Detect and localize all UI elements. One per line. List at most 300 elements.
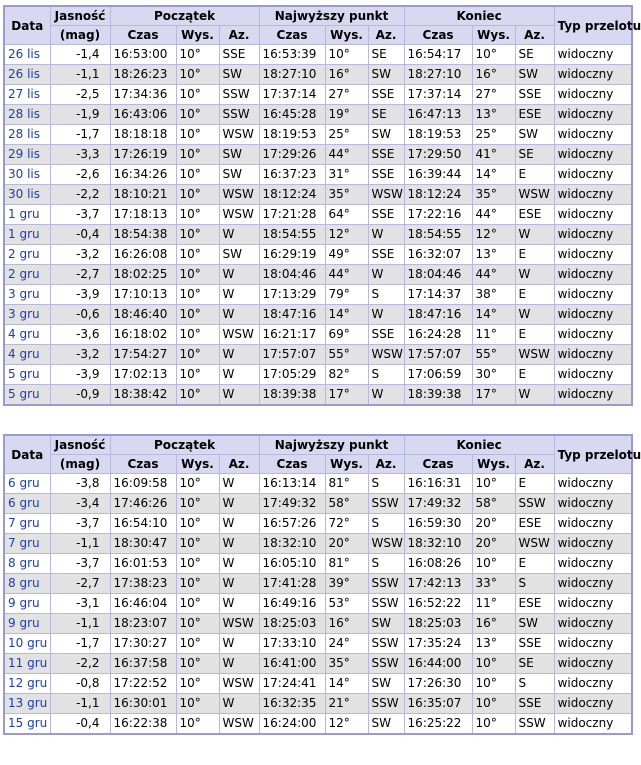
cell-start-time: 18:23:07 (110, 614, 176, 634)
cell-end-alt: 10° (472, 694, 515, 714)
date-link[interactable]: 30 lis (8, 187, 41, 201)
cell-highest-az: SE (368, 105, 404, 125)
cell-brightness: -1,4 (50, 45, 110, 65)
date-link[interactable]: 12 gru (8, 676, 48, 690)
cell-end-az: E (515, 245, 554, 265)
cell-end-az: SE (515, 145, 554, 165)
cell-highest-az: SSE (368, 245, 404, 265)
passes-table-1 (3, 5, 641, 406)
cell-end-time: 18:19:53 (404, 125, 472, 145)
table-row (4, 285, 632, 305)
cell-start-time: 18:18:18 (110, 125, 176, 145)
cell-brightness: -1,9 (50, 105, 110, 125)
header-brightness: Jasność (50, 435, 110, 455)
cell-highest-time: 18:47:16 (259, 305, 325, 325)
cell-type: widoczny (554, 245, 632, 265)
date-link[interactable]: 28 lis (8, 107, 41, 121)
cell-highest-alt: 31° (325, 165, 368, 185)
cell-end-time: 17:06:59 (404, 365, 472, 385)
cell-brightness: -0,8 (50, 674, 110, 694)
cell-end-time: 16:44:00 (404, 654, 472, 674)
cell-type: widoczny (554, 534, 632, 554)
cell-brightness: -3,8 (50, 474, 110, 494)
cell-highest-time: 17:37:14 (259, 85, 325, 105)
cell-date (4, 345, 50, 365)
cell-highest-alt: 12° (325, 225, 368, 245)
table-row (4, 534, 632, 554)
cell-end-az: WSW (515, 345, 554, 365)
cell-start-alt: 10° (176, 85, 219, 105)
cell-type: widoczny (554, 674, 632, 694)
cell-highest-time: 18:04:46 (259, 265, 325, 285)
cell-highest-alt: 39° (325, 574, 368, 594)
cell-end-alt: 41° (472, 145, 515, 165)
cell-date (4, 265, 50, 285)
cell-start-time: 16:46:04 (110, 594, 176, 614)
cell-highest-time: 18:32:10 (259, 534, 325, 554)
cell-end-time: 16:25:22 (404, 714, 472, 735)
cell-highest-az: S (368, 285, 404, 305)
date-link[interactable]: 7 gru (8, 516, 40, 530)
table-row (4, 474, 632, 494)
cell-type: widoczny (554, 385, 632, 406)
cell-start-az: W (219, 594, 259, 614)
cell-highest-alt: 55° (325, 345, 368, 365)
cell-start-az: WSW (219, 325, 259, 345)
cell-end-alt: 33° (472, 574, 515, 594)
cell-start-alt: 10° (176, 654, 219, 674)
cell-brightness: -1,7 (50, 634, 110, 654)
cell-type: widoczny (554, 45, 632, 65)
cell-brightness: -3,7 (50, 514, 110, 534)
cell-end-az: W (515, 265, 554, 285)
cell-brightness: -0,4 (50, 714, 110, 735)
cell-date (4, 125, 50, 145)
date-link[interactable]: 5 gru (8, 387, 40, 401)
cell-end-az: E (515, 554, 554, 574)
cell-end-az: SE (515, 45, 554, 65)
cell-start-time: 16:09:58 (110, 474, 176, 494)
cell-start-alt: 10° (176, 385, 219, 406)
cell-date (4, 385, 50, 406)
cell-brightness: -1,1 (50, 694, 110, 714)
header-end-time: Czas (404, 455, 472, 474)
table-row (4, 145, 632, 165)
cell-date (4, 494, 50, 514)
cell-start-alt: 10° (176, 285, 219, 305)
cell-date (4, 65, 50, 85)
cell-end-alt: 14° (472, 305, 515, 325)
cell-date (4, 574, 50, 594)
header-highest-alt: Wys. (325, 455, 368, 474)
cell-start-time: 17:18:13 (110, 205, 176, 225)
cell-start-alt: 10° (176, 165, 219, 185)
date-link[interactable]: 9 gru (8, 596, 40, 610)
cell-highest-time: 17:57:07 (259, 345, 325, 365)
cell-highest-time: 16:13:14 (259, 474, 325, 494)
cell-end-alt: 11° (472, 325, 515, 345)
cell-date (4, 514, 50, 534)
header-date: Data (4, 435, 50, 474)
cell-date (4, 165, 50, 185)
cell-date (4, 205, 50, 225)
cell-end-alt: 10° (472, 474, 515, 494)
cell-start-alt: 10° (176, 185, 219, 205)
date-link[interactable]: 3 gru (8, 287, 40, 301)
cell-end-time: 17:42:13 (404, 574, 472, 594)
cell-highest-alt: 82° (325, 365, 368, 385)
header-end-az: Az. (515, 26, 554, 45)
header-highest-time: Czas (259, 26, 325, 45)
cell-highest-time: 18:39:38 (259, 385, 325, 406)
cell-end-az: W (515, 305, 554, 325)
cell-highest-time: 17:05:29 (259, 365, 325, 385)
cell-start-az: W (219, 514, 259, 534)
cell-highest-az: W (368, 305, 404, 325)
cell-start-time: 16:53:00 (110, 45, 176, 65)
cell-start-time: 17:30:27 (110, 634, 176, 654)
header-type: Typ przelotu (554, 435, 632, 474)
date-link[interactable]: 4 gru (8, 327, 40, 341)
table-row (4, 325, 632, 345)
cell-end-time: 18:47:16 (404, 305, 472, 325)
cell-start-alt: 10° (176, 125, 219, 145)
cell-brightness: -3,2 (50, 345, 110, 365)
cell-end-alt: 12° (472, 225, 515, 245)
cell-end-az: E (515, 285, 554, 305)
date-link[interactable]: 11 gru (8, 656, 48, 670)
cell-brightness: -1,1 (50, 614, 110, 634)
header-start: Początek (110, 435, 259, 455)
cell-end-alt: 30° (472, 365, 515, 385)
date-link[interactable]: 2 gru (8, 247, 40, 261)
cell-highest-time: 16:29:19 (259, 245, 325, 265)
cell-end-time: 17:35:24 (404, 634, 472, 654)
cell-start-alt: 10° (176, 534, 219, 554)
date-link[interactable]: 1 gru (8, 227, 40, 241)
cell-start-time: 18:38:42 (110, 385, 176, 406)
cell-highest-time: 17:24:41 (259, 674, 325, 694)
cell-start-az: SW (219, 165, 259, 185)
header-highest: Najwyższy punkt (259, 435, 404, 455)
cell-highest-az: WSW (368, 534, 404, 554)
cell-end-az: S (515, 674, 554, 694)
header-start-alt: Wys. (176, 455, 219, 474)
cell-highest-alt: 14° (325, 305, 368, 325)
cell-brightness: -0,6 (50, 305, 110, 325)
cell-end-alt: 44° (472, 265, 515, 285)
table-row (4, 245, 632, 265)
cell-start-time: 17:10:13 (110, 285, 176, 305)
date-link[interactable]: 4 gru (8, 347, 40, 361)
date-link[interactable]: 26 lis (8, 67, 41, 81)
cell-start-time: 16:34:26 (110, 165, 176, 185)
cell-start-az: W (219, 225, 259, 245)
cell-highest-alt: 81° (325, 474, 368, 494)
cell-highest-alt: 35° (325, 185, 368, 205)
cell-end-time: 16:35:07 (404, 694, 472, 714)
cell-highest-az: SSW (368, 594, 404, 614)
date-link[interactable]: 8 gru (8, 556, 40, 570)
cell-start-az: SW (219, 65, 259, 85)
table-row (4, 205, 632, 225)
table-row (4, 594, 632, 614)
cell-highest-alt: 53° (325, 594, 368, 614)
header-start: Początek (110, 6, 259, 26)
cell-highest-az: SW (368, 714, 404, 735)
cell-highest-time: 17:33:10 (259, 634, 325, 654)
cell-highest-az: SSW (368, 574, 404, 594)
cell-highest-time: 18:54:55 (259, 225, 325, 245)
date-link[interactable]: 6 gru (8, 476, 40, 490)
cell-highest-az: W (368, 265, 404, 285)
cell-type: widoczny (554, 305, 632, 325)
cell-end-alt: 13° (472, 105, 515, 125)
date-link[interactable]: 9 gru (8, 616, 40, 630)
header-mag: (mag) (50, 455, 110, 474)
cell-end-az: ESE (515, 105, 554, 125)
cell-end-time: 16:52:22 (404, 594, 472, 614)
cell-start-time: 17:38:23 (110, 574, 176, 594)
cell-end-az: E (515, 165, 554, 185)
cell-start-az: WSW (219, 185, 259, 205)
cell-start-alt: 10° (176, 245, 219, 265)
cell-brightness: -3,2 (50, 245, 110, 265)
cell-start-alt: 10° (176, 674, 219, 694)
cell-end-az: ESE (515, 205, 554, 225)
cell-end-time: 17:14:37 (404, 285, 472, 305)
cell-end-alt: 27° (472, 85, 515, 105)
cell-start-alt: 10° (176, 145, 219, 165)
cell-highest-time: 16:32:35 (259, 694, 325, 714)
cell-end-alt: 10° (472, 654, 515, 674)
cell-start-az: W (219, 574, 259, 594)
date-link[interactable]: 28 lis (8, 127, 41, 141)
cell-highest-time: 17:41:28 (259, 574, 325, 594)
cell-highest-time: 18:25:03 (259, 614, 325, 634)
header-highest-alt: Wys. (325, 26, 368, 45)
cell-brightness: -3,1 (50, 594, 110, 614)
cell-highest-alt: 81° (325, 554, 368, 574)
cell-start-time: 17:34:36 (110, 85, 176, 105)
cell-end-az: E (515, 474, 554, 494)
date-link[interactable]: 7 gru (8, 536, 40, 550)
cell-start-time: 17:22:52 (110, 674, 176, 694)
cell-highest-az: WSW (368, 185, 404, 205)
date-link[interactable]: 3 gru (8, 307, 40, 321)
cell-highest-time: 16:37:23 (259, 165, 325, 185)
cell-highest-time: 16:24:00 (259, 714, 325, 735)
header-brightness: Jasność (50, 6, 110, 26)
table-row (4, 85, 632, 105)
cell-end-alt: 14° (472, 165, 515, 185)
cell-highest-az: SSE (368, 205, 404, 225)
cell-end-time: 17:22:16 (404, 205, 472, 225)
cell-type: widoczny (554, 614, 632, 634)
cell-type: widoczny (554, 594, 632, 614)
table-row (4, 105, 632, 125)
cell-end-az: ESE (515, 514, 554, 534)
table-row (4, 714, 632, 735)
cell-type: widoczny (554, 85, 632, 105)
cell-highest-alt: 44° (325, 265, 368, 285)
cell-date (4, 185, 50, 205)
cell-highest-alt: 35° (325, 654, 368, 674)
cell-start-alt: 10° (176, 325, 219, 345)
cell-end-time: 17:49:32 (404, 494, 472, 514)
cell-end-az: SE (515, 654, 554, 674)
cell-type: widoczny (554, 634, 632, 654)
cell-end-alt: 10° (472, 45, 515, 65)
cell-date (4, 305, 50, 325)
cell-start-time: 18:54:38 (110, 225, 176, 245)
cell-highest-az: SE (368, 45, 404, 65)
cell-type: widoczny (554, 285, 632, 305)
cell-end-time: 16:59:30 (404, 514, 472, 534)
cell-start-alt: 10° (176, 365, 219, 385)
cell-start-alt: 10° (176, 205, 219, 225)
date-link[interactable]: 26 lis (8, 47, 41, 61)
date-link[interactable]: 10 gru (8, 636, 48, 650)
passes-table-2 (3, 434, 641, 735)
cell-end-az: S (515, 574, 554, 594)
cell-start-alt: 10° (176, 265, 219, 285)
cell-end-az: W (515, 385, 554, 406)
cell-start-az: W (219, 494, 259, 514)
cell-start-az: SW (219, 145, 259, 165)
date-link[interactable]: 2 gru (8, 267, 40, 281)
cell-start-time: 18:46:40 (110, 305, 176, 325)
date-link[interactable]: 30 lis (8, 167, 41, 181)
cell-end-az: SW (515, 65, 554, 85)
cell-end-alt: 17° (472, 385, 515, 406)
cell-start-time: 16:43:06 (110, 105, 176, 125)
cell-start-az: WSW (219, 205, 259, 225)
cell-start-time: 17:02:13 (110, 365, 176, 385)
header-start-time: Czas (110, 26, 176, 45)
cell-start-alt: 10° (176, 574, 219, 594)
cell-date (4, 654, 50, 674)
cell-start-az: SSW (219, 105, 259, 125)
cell-end-az: SW (515, 125, 554, 145)
cell-brightness: -3,9 (50, 285, 110, 305)
date-link[interactable]: 1 gru (8, 207, 40, 221)
cell-start-time: 16:01:53 (110, 554, 176, 574)
cell-highest-az: SW (368, 65, 404, 85)
header-end-az: Az. (515, 455, 554, 474)
cell-date (4, 554, 50, 574)
cell-end-az: WSW (515, 534, 554, 554)
cell-brightness: -2,7 (50, 574, 110, 594)
cell-brightness: -3,4 (50, 494, 110, 514)
cell-start-az: W (219, 554, 259, 574)
cell-highest-alt: 10° (325, 45, 368, 65)
cell-end-time: 17:29:50 (404, 145, 472, 165)
cell-highest-az: SSE (368, 145, 404, 165)
cell-type: widoczny (554, 514, 632, 534)
cell-brightness: -3,7 (50, 554, 110, 574)
date-link[interactable]: 27 lis (8, 87, 41, 101)
header-date: Data (4, 6, 50, 45)
cell-highest-az: S (368, 554, 404, 574)
cell-end-az: ESE (515, 594, 554, 614)
cell-end-alt: 58° (472, 494, 515, 514)
cell-highest-alt: 69° (325, 325, 368, 345)
date-link[interactable]: 15 gru (8, 716, 48, 730)
cell-highest-time: 16:21:17 (259, 325, 325, 345)
cell-end-time: 18:32:10 (404, 534, 472, 554)
cell-date (4, 674, 50, 694)
cell-highest-alt: 27° (325, 85, 368, 105)
cell-end-time: 18:12:24 (404, 185, 472, 205)
cell-end-time: 17:37:14 (404, 85, 472, 105)
table-row (4, 694, 632, 714)
cell-highest-alt: 16° (325, 614, 368, 634)
cell-end-time: 17:26:30 (404, 674, 472, 694)
date-link[interactable]: 29 lis (8, 147, 41, 161)
cell-highest-az: W (368, 225, 404, 245)
cell-end-alt: 38° (472, 285, 515, 305)
cell-end-time: 16:24:28 (404, 325, 472, 345)
header-start-az: Az. (219, 455, 259, 474)
table-row (4, 45, 632, 65)
cell-brightness: -2,7 (50, 265, 110, 285)
cell-start-az: SW (219, 245, 259, 265)
cell-type: widoczny (554, 165, 632, 185)
table-row (4, 674, 632, 694)
date-link[interactable]: 13 gru (8, 696, 48, 710)
cell-start-alt: 10° (176, 305, 219, 325)
cell-highest-time: 17:29:26 (259, 145, 325, 165)
cell-start-alt: 10° (176, 474, 219, 494)
date-link[interactable]: 6 gru (8, 496, 40, 510)
cell-type: widoczny (554, 574, 632, 594)
cell-highest-alt: 44° (325, 145, 368, 165)
table-row (4, 514, 632, 534)
cell-start-time: 18:30:47 (110, 534, 176, 554)
header-mag: (mag) (50, 26, 110, 45)
cell-end-time: 18:27:10 (404, 65, 472, 85)
cell-end-alt: 10° (472, 554, 515, 574)
cell-date (4, 634, 50, 654)
cell-highest-az: SSW (368, 634, 404, 654)
cell-highest-time: 16:49:16 (259, 594, 325, 614)
cell-start-az: WSW (219, 714, 259, 735)
cell-start-az: WSW (219, 125, 259, 145)
table-row (4, 574, 632, 594)
cell-type: widoczny (554, 654, 632, 674)
cell-highest-alt: 79° (325, 285, 368, 305)
cell-end-alt: 16° (472, 65, 515, 85)
header-start-alt: Wys. (176, 26, 219, 45)
cell-brightness: -3,6 (50, 325, 110, 345)
passes-table-2-body (4, 474, 632, 735)
date-link[interactable]: 8 gru (8, 576, 40, 590)
cell-highest-az: SSE (368, 165, 404, 185)
cell-end-time: 16:08:26 (404, 554, 472, 574)
cell-start-alt: 10° (176, 634, 219, 654)
cell-end-time: 16:54:17 (404, 45, 472, 65)
table-row (4, 654, 632, 674)
cell-type: widoczny (554, 225, 632, 245)
cell-brightness: -2,5 (50, 85, 110, 105)
date-link[interactable]: 5 gru (8, 367, 40, 381)
cell-end-az: SSE (515, 634, 554, 654)
table-row (4, 614, 632, 634)
cell-highest-alt: 21° (325, 694, 368, 714)
cell-end-alt: 44° (472, 205, 515, 225)
cell-highest-az: SSW (368, 694, 404, 714)
